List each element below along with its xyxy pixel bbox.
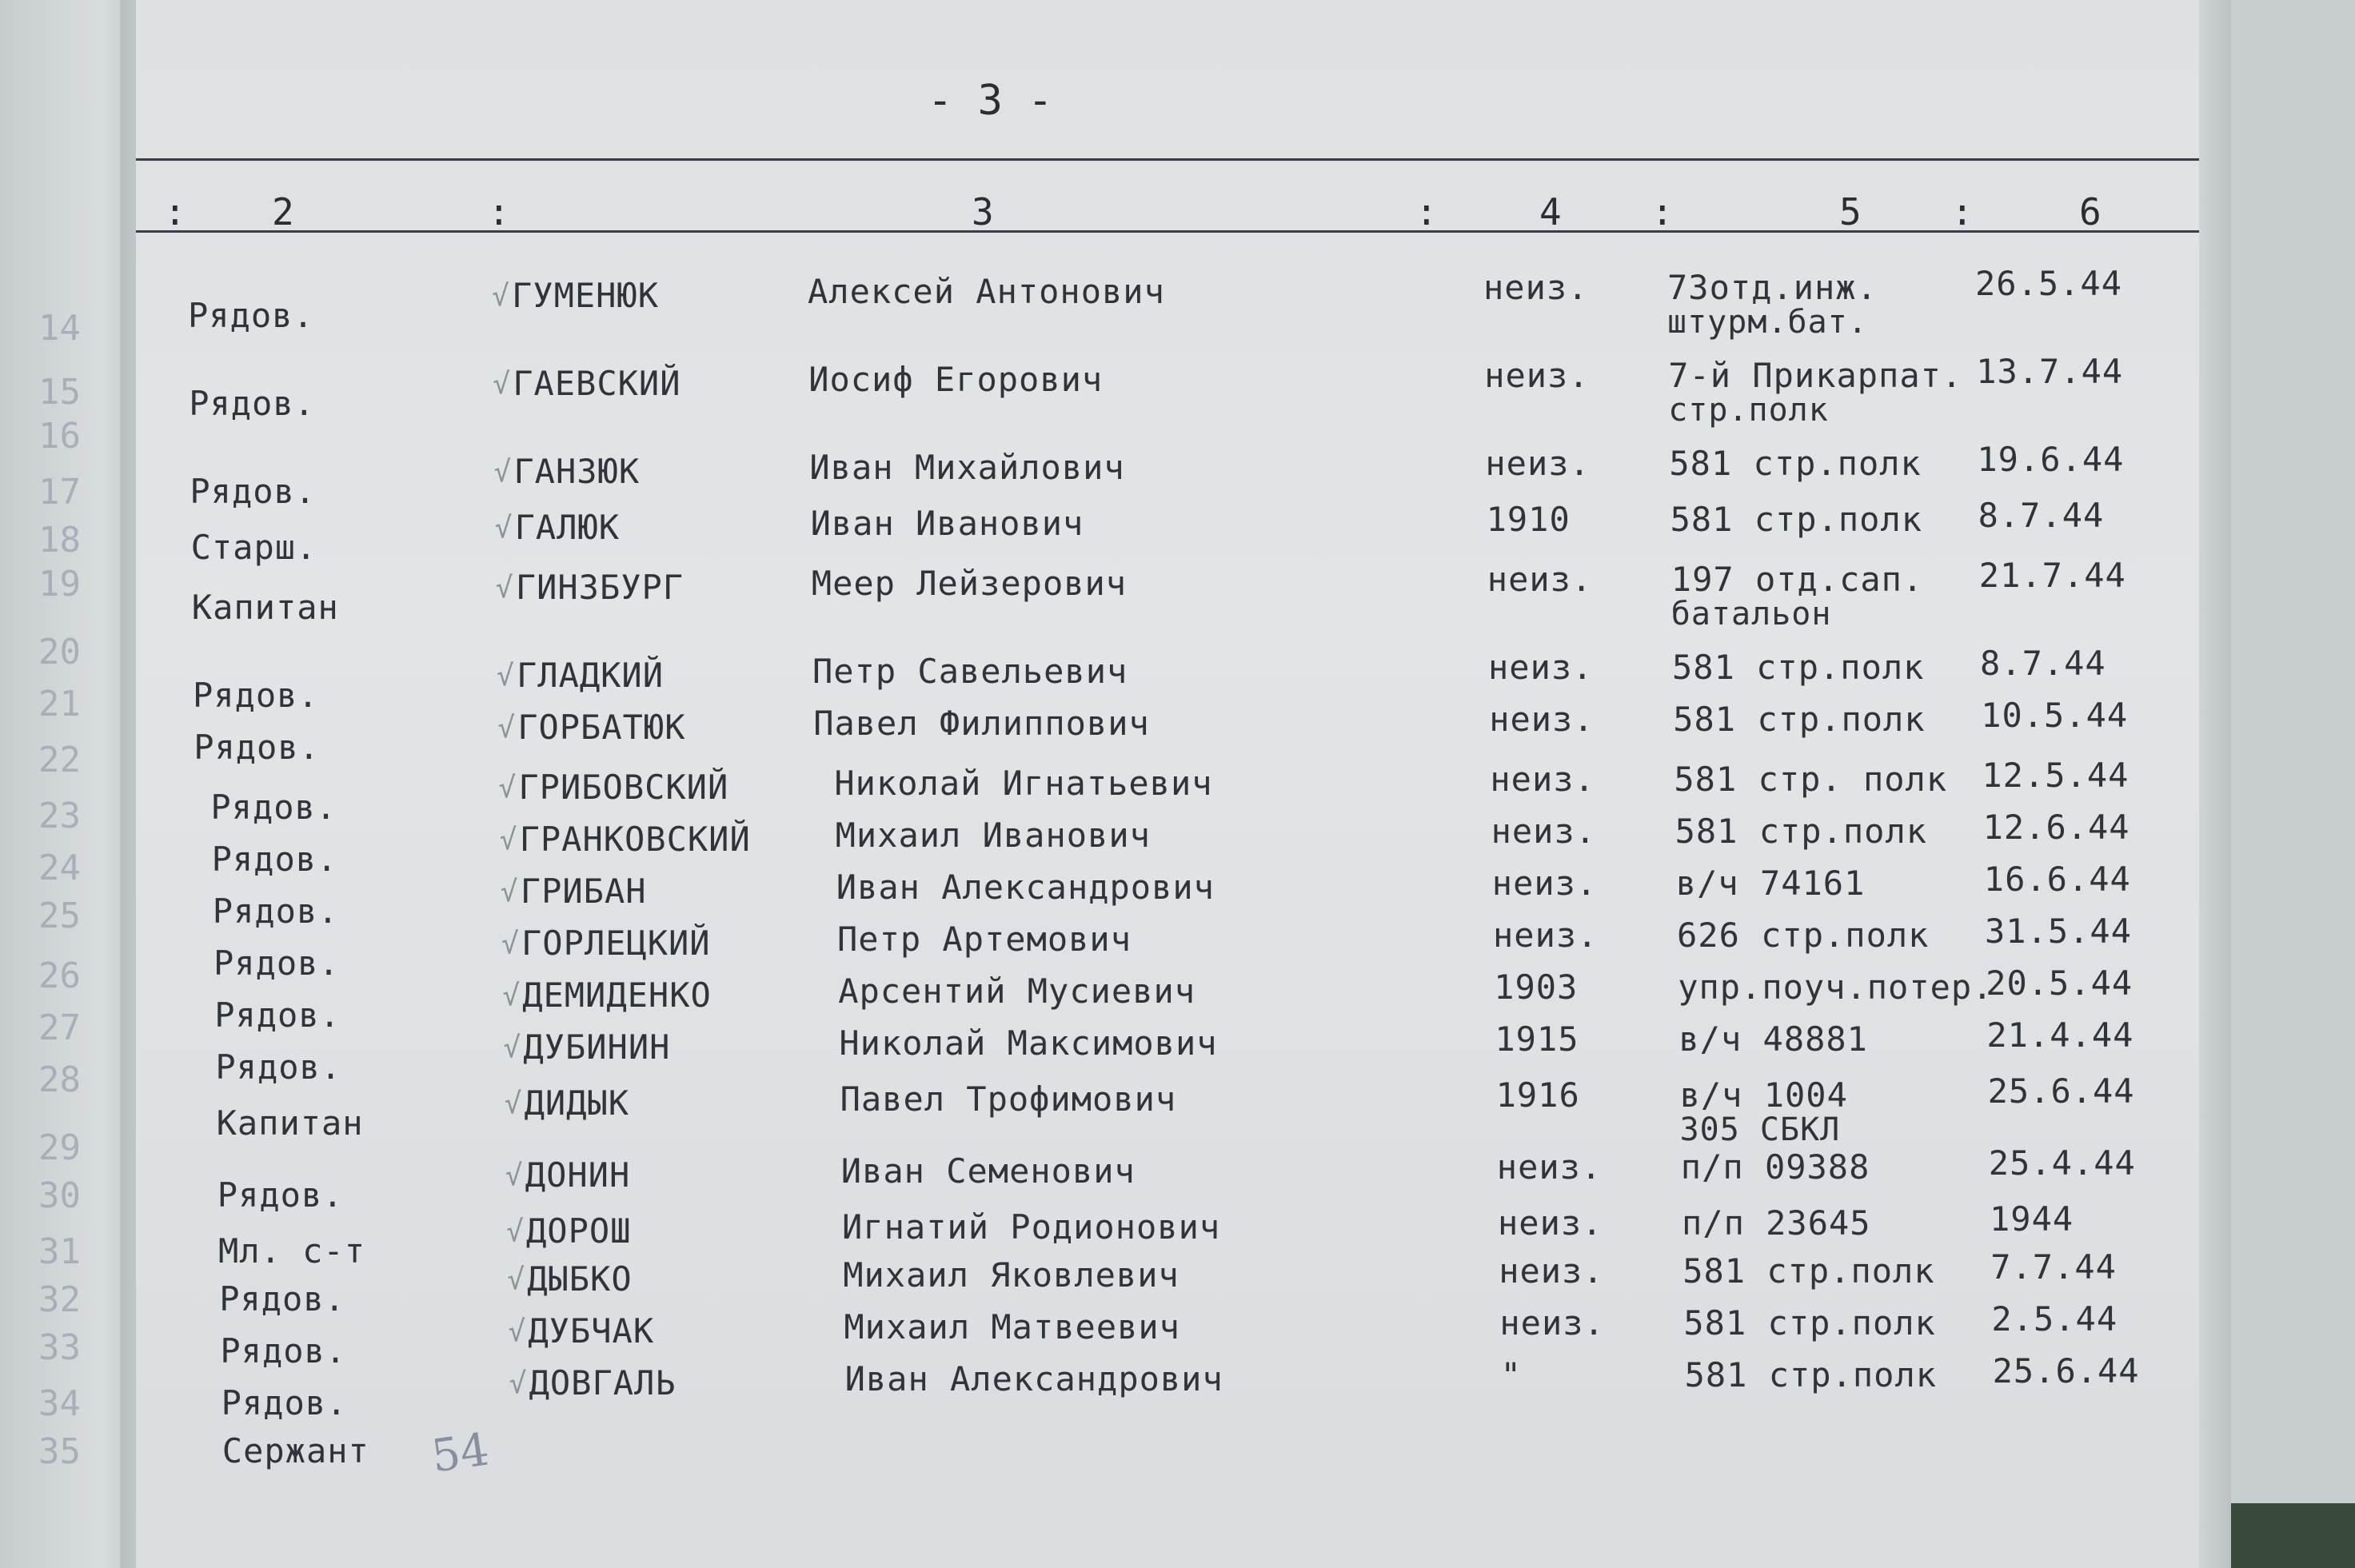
date-cell: 25.6.44 (1987, 1071, 2135, 1111)
unit-cell: 73отд.инж. (1667, 268, 1878, 307)
given-name-cell: Михаил Матвеевич (844, 1307, 1180, 1347)
surname-cell: ГАНЗЮК (513, 452, 641, 491)
checkmark-icon: √ (493, 368, 510, 401)
margin-number: 31 (38, 1231, 81, 1272)
date-cell: 21.4.44 (1986, 1015, 2134, 1055)
birth-year-cell: неиз. (1488, 648, 1594, 687)
unit-cell: 581 стр.полк (1683, 1303, 1936, 1343)
rank-cell: Рядов. (214, 944, 340, 983)
rank-cell: Рядов. (189, 384, 315, 423)
margin-number: 19 (38, 564, 81, 604)
surname-cell: ДЫБКО (527, 1259, 633, 1299)
column-header-4: 4 (1539, 190, 1562, 233)
given-name-cell: Иван Михайлович (809, 448, 1125, 487)
checkmark-icon: √ (508, 1315, 526, 1348)
birth-year-cell: неиз. (1499, 1303, 1605, 1343)
date-cell: 21.7.44 (1978, 556, 2126, 595)
given-name-cell: Меер Лейзерович (811, 564, 1128, 603)
given-name-cell: Петр Савельевич (812, 652, 1128, 691)
rank-cell: Рядов. (190, 472, 317, 511)
unit-cell-line2: батальон (1670, 596, 1832, 632)
birth-year-cell: 1903 (1494, 968, 1579, 1007)
date-cell: 16.6.44 (1983, 860, 2131, 899)
unit-cell: 7-й Прикарпат. (1668, 356, 1963, 395)
surname-cell: ДОНИН (525, 1155, 631, 1195)
surname-cell: ДОВГАЛЬ (529, 1363, 677, 1402)
date-cell: 1944 (1990, 1199, 2074, 1239)
margin-number: 28 (38, 1059, 81, 1100)
column-separator: : (1415, 190, 1438, 233)
given-name-cell: Павел Трофимович (840, 1079, 1177, 1119)
given-name-cell: Павел Филиппович (813, 704, 1150, 743)
margin-number: 17 (38, 472, 81, 513)
date-cell: 8.7.44 (1978, 496, 2105, 535)
birth-year-cell: " (1500, 1355, 1522, 1394)
surname-cell: ДОРОШ (526, 1211, 632, 1251)
margin-number: 14 (38, 308, 81, 349)
birth-year-cell: неиз. (1491, 864, 1598, 903)
unit-cell: 626 стр.полк (1677, 916, 1930, 955)
checkmark-icon: √ (498, 772, 517, 804)
given-name-cell: Арсентий Мусиевич (838, 972, 1196, 1011)
unit-cell: п/п 23645 (1682, 1203, 1871, 1243)
given-name-cell: Николай Игнатьевич (834, 764, 1213, 803)
margin-number: 25 (38, 896, 81, 936)
rank-cell: Рядов. (212, 892, 339, 931)
column-header-5: 5 (1839, 190, 1862, 233)
given-name-cell: Алексей Антонович (808, 272, 1165, 311)
date-cell: 10.5.44 (1981, 696, 2129, 735)
header-rule-bottom (136, 230, 2199, 233)
unit-cell-line2: 305 СБКЛ (1679, 1111, 1841, 1148)
rank-cell: Рядов. (221, 1383, 348, 1422)
surname-cell: ДЕМИДЕНКО (522, 976, 712, 1015)
surname-cell: ГРИБОВСКИЙ (518, 768, 729, 807)
margin-number: 35 (38, 1431, 81, 1472)
surname-cell: ДИДЫК (524, 1083, 630, 1123)
table-surface (2231, 1503, 2355, 1568)
checkmark-icon: √ (509, 1367, 527, 1400)
rank-cell: Рядов. (220, 1331, 347, 1371)
checkmark-icon: √ (500, 876, 518, 908)
rank-cell: Капитан (216, 1103, 364, 1143)
surname-cell: ГОРЛЕЦКИЙ (521, 924, 711, 963)
rank-cell: Рядов. (211, 840, 338, 879)
unit-cell: п/п 09388 (1680, 1147, 1870, 1187)
margin-number: 23 (38, 796, 81, 836)
birth-year-cell: 1916 (1495, 1075, 1580, 1115)
unit-cell-line2: штурм.бат. (1667, 304, 1868, 341)
margin-number: 18 (38, 520, 81, 561)
date-cell: 7.7.44 (1990, 1247, 2117, 1287)
margin-number: 29 (38, 1127, 81, 1168)
surname-cell: ГУМЕНЮК (512, 276, 660, 315)
rank-cell: Старш. (190, 528, 317, 567)
page-number: - 3 - (928, 77, 1053, 125)
date-cell: 25.4.44 (1988, 1143, 2136, 1183)
checkmark-icon: √ (503, 1031, 521, 1064)
date-cell: 2.5.44 (1991, 1299, 2118, 1339)
date-cell: 12.5.44 (1982, 756, 2129, 795)
checkmark-icon: √ (492, 280, 509, 313)
rank-cell: Мл. с-т (218, 1231, 366, 1271)
birth-year-cell: неиз. (1496, 1147, 1603, 1187)
rank-cell: Рядов. (215, 1047, 342, 1087)
date-cell: 31.5.44 (1985, 912, 2133, 951)
unit-cell: 581 стр.полк (1672, 648, 1925, 687)
date-cell: 8.7.44 (1980, 644, 2106, 683)
birth-year-cell: 1910 (1486, 500, 1571, 539)
checkmark-icon: √ (493, 456, 512, 489)
checkmark-icon: √ (507, 1263, 525, 1296)
given-name-cell: Игнатий Родионович (842, 1207, 1221, 1247)
rank-cell: Сержант (222, 1431, 369, 1470)
rank-cell: Рядов. (193, 676, 319, 715)
unit-cell: 581 стр.полк (1670, 500, 1923, 539)
margin-number: 30 (38, 1175, 81, 1216)
surname-cell: ГАЕВСКИЙ (513, 364, 681, 403)
checkmark-icon: √ (501, 928, 519, 960)
surname-cell: ГОРБАТЮК (517, 708, 686, 747)
margin-number: 34 (38, 1383, 81, 1424)
margin-number: 33 (38, 1327, 81, 1368)
checkmark-icon: √ (494, 512, 513, 545)
checkmark-icon: √ (506, 1215, 524, 1248)
given-name-cell: Иосиф Егорович (808, 360, 1104, 399)
birth-year-cell: неиз. (1485, 444, 1591, 483)
unit-cell: 581 стр.полк (1669, 444, 1922, 483)
unit-cell: в/ч 1004 (1679, 1075, 1848, 1115)
birth-year-cell: неиз. (1491, 812, 1597, 851)
column-separator: : (1951, 190, 1974, 233)
surname-cell: ГАЛЮК (514, 508, 621, 547)
birth-year-cell: неиз. (1483, 268, 1589, 307)
date-cell: 19.6.44 (1977, 440, 2125, 479)
surname-cell: ГРАНКОВСКИЙ (519, 820, 751, 859)
birth-year-cell: неиз. (1499, 1251, 1604, 1291)
rank-cell: Рядов. (214, 995, 341, 1035)
margin-number: 15 (38, 372, 81, 413)
surname-cell: ГИНЗБУРГ (515, 568, 685, 607)
date-cell: 25.6.44 (1992, 1351, 2140, 1390)
surname-cell: ГЛАДКИЙ (517, 656, 665, 695)
given-name-cell: Иван Александрович (836, 868, 1215, 907)
right-strip (2231, 0, 2355, 1568)
rank-cell: Рядов. (219, 1279, 345, 1319)
birth-year-cell: неиз. (1490, 760, 1595, 799)
date-cell: 13.7.44 (1976, 352, 2124, 391)
given-name-cell: Михаил Иванович (835, 816, 1151, 855)
margin-number: 26 (38, 956, 81, 996)
unit-cell: 581 стр.полк (1684, 1355, 1938, 1394)
header-rule-top (136, 158, 2199, 161)
checkmark-icon: √ (497, 660, 514, 692)
checkmark-icon: √ (499, 824, 517, 856)
birth-year-cell: неиз. (1489, 700, 1595, 739)
margin-number: 27 (38, 1007, 81, 1048)
column-separator: : (1651, 190, 1674, 233)
birth-year-cell: неиз. (1487, 560, 1593, 599)
margin-number: 24 (38, 848, 81, 888)
surname-cell: ГРИБАН (520, 872, 647, 911)
checkmark-icon: √ (497, 712, 515, 744)
unit-cell: 581 стр.полк (1673, 700, 1926, 739)
checkmark-icon: √ (495, 572, 513, 604)
checkmark-icon: √ (502, 980, 520, 1012)
surname-cell: ДУБИНИН (523, 1027, 671, 1067)
given-name-cell: Петр Артемович (837, 920, 1132, 959)
margin-number: 20 (38, 632, 81, 672)
birth-year-cell: неиз. (1498, 1203, 1603, 1243)
column-header-6: 6 (2079, 190, 2102, 233)
margin-number: 22 (38, 740, 81, 780)
given-name-cell: Иван Александрович (844, 1359, 1223, 1398)
unit-cell: в/ч 48881 (1678, 1019, 1868, 1059)
rank-cell: Рядов. (188, 296, 314, 335)
unit-cell: 197 отд.сап. (1670, 560, 1924, 599)
margin-number: 32 (38, 1279, 81, 1320)
rank-cell: Рядов. (194, 728, 320, 767)
margin-number: 16 (38, 416, 81, 457)
given-name-cell: Иван Иванович (810, 504, 1084, 543)
birth-year-cell: неиз. (1484, 356, 1590, 395)
unit-cell: 581 стр.полк (1682, 1251, 1935, 1291)
given-name-cell: Михаил Яковлевич (843, 1255, 1179, 1295)
unit-cell: упр.поуч.потер. (1678, 968, 1994, 1007)
given-name-cell: Николай Максимович (839, 1023, 1218, 1063)
checkmark-icon: √ (505, 1159, 523, 1192)
unit-cell: 581 стр.полк (1674, 812, 1928, 851)
checkmark-icon: √ (504, 1087, 522, 1120)
column-header-2: 2 (272, 190, 294, 233)
rank-cell: Рядов. (217, 1175, 344, 1215)
rank-cell: Капитан (191, 588, 339, 627)
column-separator: : (488, 190, 510, 233)
column-separator: : (164, 190, 186, 233)
birth-year-cell: 1915 (1495, 1019, 1579, 1059)
rank-cell: Рядов. (210, 788, 337, 827)
date-cell: 26.5.44 (1975, 264, 2123, 303)
given-name-cell: Иван Семенович (840, 1151, 1136, 1191)
date-cell: 20.5.44 (1986, 964, 2133, 1003)
column-header-3: 3 (972, 190, 994, 233)
margin-number: 21 (38, 684, 81, 724)
birth-year-cell: неиз. (1493, 916, 1599, 955)
unit-cell: в/ч 74161 (1675, 864, 1866, 903)
date-cell: 12.6.44 (1982, 808, 2130, 847)
surname-cell: ДУБЧАК (528, 1311, 655, 1351)
page-edge (2199, 0, 2231, 1568)
unit-cell: 581 стр. полк (1674, 760, 1948, 799)
handwritten-note: 54 (428, 1423, 493, 1483)
unit-cell-line2: стр.полк (1668, 392, 1829, 429)
